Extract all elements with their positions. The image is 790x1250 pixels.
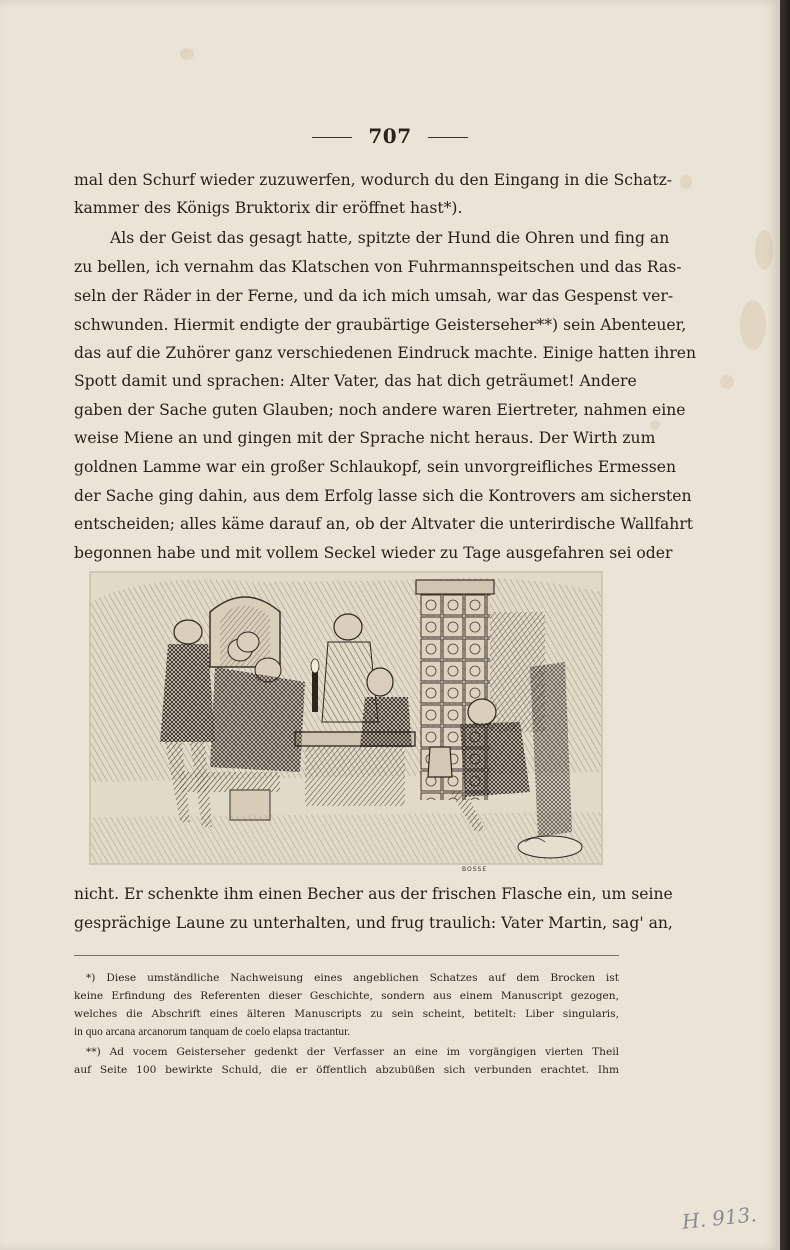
page-header	[0, 124, 780, 148]
text-line: das auf die Zuhörer ganz verschiedenen Eindruck machte. Einige hatten ihren	[74, 344, 697, 362]
engraver-signature: BOSSE	[462, 866, 488, 873]
foxing-stain	[720, 375, 734, 389]
text-line: gaben der Sache guten Glauben; noch andere waren Eiertreter, nahmen eine	[74, 401, 686, 419]
foxing-stain	[755, 230, 773, 270]
footnote-line: in quo arcana arcanorum tanquam de coelo elapsa tractantur.	[74, 1026, 351, 1038]
text-line: begonnen habe und mit vollem Seckel wieder zu Tage ausgefahren sei oder	[74, 544, 673, 562]
text-line: seln der Räder in der Ferne, und da ich mich umsah, war das Gespenst ver-	[74, 287, 674, 305]
text-line: gesprächige Laune zu unterhalten, und frug traulich: Vater Martin, sag' an,	[74, 914, 673, 932]
text-line: Als der Geist das gesagt hatte, spitzte der Hund die Ohren und fing an	[110, 229, 670, 247]
text-line: mal den Schurf wieder zuzuwerfen, wodurch du den Eingang in die Schatz-	[74, 171, 673, 189]
header-rule-left	[312, 137, 352, 138]
footnote-line: welches die Abschrift eines älteren Manuscripts zu sein scheint, betitelt: Liber singularis,	[74, 1008, 619, 1020]
text-line: entscheiden; alles käme darauf an, ob der Altvater die unterirdische Wallfahrt	[74, 515, 694, 533]
footnote-line: **) Ad vocem Geisterseher gedenkt der Verfasser an eine im vorgängigen vierten Theil	[86, 1046, 619, 1058]
pencil-shelfmark: H. 913.	[680, 1202, 758, 1234]
text-line: der Sache ging dahin, aus dem Erfolg lasse sich die Kontrovers am sichersten	[74, 487, 692, 505]
header-rule-right	[428, 137, 468, 138]
footnote-rule	[74, 955, 619, 956]
foxing-stain	[180, 48, 194, 60]
text-line: kammer des Königs Bruktorix dir eröffnet hast*).	[74, 199, 463, 217]
tavern-scene-image	[90, 572, 602, 864]
text-line: schwunden. Hiermit endigte der graubärtige Geisterseher**) sein Abenteuer,	[74, 316, 687, 334]
footnote-line: *) Diese umständliche Nachweisung eines angeblichen Schatzes auf dem Brocken ist	[86, 972, 619, 984]
text-line: Spott damit und sprachen: Alter Vater, das hat dich geträumet! Andere	[74, 372, 637, 390]
text-line: nicht. Er schenkte ihm einen Becher aus der frischen Flasche ein, um seine	[74, 885, 673, 903]
tavern-engraving	[90, 572, 602, 864]
text-line: goldnen Lamme war ein großer Schlaukopf, sein unvorgreifliches Ermessen	[74, 458, 676, 476]
footnote-line: keine Erfindung des Referenten dieser Geschichte, sondern aus einem Manuscript gezogen,	[74, 990, 619, 1002]
foxing-stain	[680, 175, 692, 189]
text-line: zu bellen, ich vernahm das Klatschen von Fuhrmannspeitschen und das Ras-	[74, 258, 682, 276]
page-edge	[780, 0, 790, 1250]
page-number: 707	[368, 124, 412, 148]
text-line: weise Miene an und gingen mit der Sprache nicht heraus. Der Wirth zum	[74, 429, 656, 447]
foxing-stain	[740, 300, 766, 350]
footnote-line: auf Seite 100 bewirkte Schuld, die er öffentlich abzubüßen sich verbunden erachtet. Ihm	[74, 1064, 619, 1076]
